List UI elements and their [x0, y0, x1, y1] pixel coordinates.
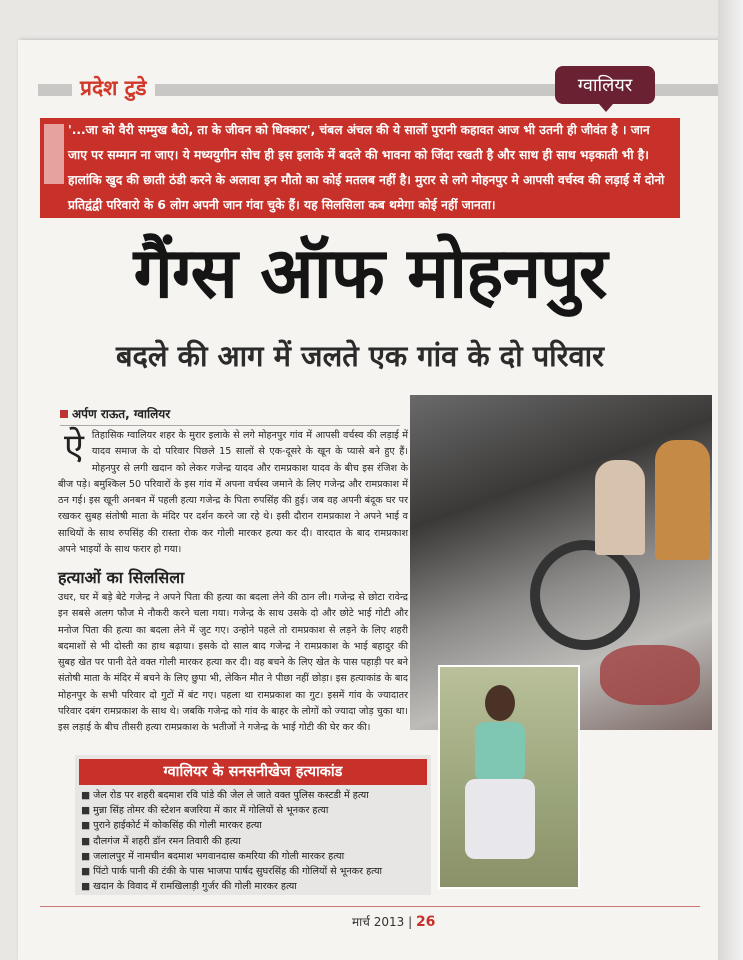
paragraph-2: उधर, घर में बड़े बेटे गजेन्द्र ने अपने पिता की हत्या का बदला लेने की ठान ली। गजेन्द्र से छोटा रावेन्द्र इन सबसे अलग फौज मे नौकरी करने चला गया। गजेन्द्र के साथ उसके दो और छोटे भाई गोटी और मनोज पिता की हत्या का बदला लेने में जुट गए। उन्होने पहले तो रामप्रकाश से लड़ने के लिए शहरी बदमाशों से भी दोस्ती का हाथ बढ़ाया। इसके दो साल बाद गजेन्द्र ने रामप्रकाश के भाई बहादुर की सुबह खेत पर पानी देते वक्त गोली मारकर हत्या कर दी। वह बचने के लिए खेत के पास पहाड़ी पर बने संतोषी माता के मंदिर में बचने के लिए छुपा भी, लेकिन मौत ने पीछा नहीं छोड़ा। इस हत्याकांड के बाद मोहनपुर के सभी परिवार दो गुटों में बंट गए। पहला था रामप्रकाश का गुट। इसमें गांव के ज्यादातर परिवार दबंग रामप्रकाश के साथ थे। जबकि गजेन्द्र को गांव के बाहर के लोगों को ज्यादा जोड़ चुका था। इस लड़ाई के बीच तीसरी हत्या रामप्रकाश के भतीजों ने गजेन्द्र के भाई गोटी की घेर कर की।	[58, 592, 408, 734]
headline: गैंग्स ऑफ मोहनपुर	[133, 232, 607, 314]
paragraph-1-text: तिहासिक ग्वालियर शहर के मुरार इलाके से लगे मोहनपुर गांव में आपसी वर्चस्व की लड़ाई में यादव समाज के दो परिवार पिछले 15 सालों से एक-दूसरे के खून के प्यासे बने हुए हैं। मोहनपुर से लगी खदान को लेकर गजेन्द्र यादव और रामप्रकाश यादव के बीच इस रंजिश के बीज पड़े। बमुश्किल 50 परिवारों के इस गांव में अपना वर्चस्व जमाने के लिए गजेन्द्र और रामप्रकाश में ठन गई। इस खूनी अनबन में पहली हत्या गजेन्द्र के पिता रुपसिंह की हुई। जब वह अपनी बंदूक घर पर रखकर सुबह संतोषी माता के मंदिर पर दर्शन करने जा रहे थे। इसी दौरान रामप्रकाश ने अपने भाई व साथियों के साथ रुपसिंह की रास्ता रोक कर गोली मारकर हत्या कर दी। वारदात के बाद रामप्रकाश अपने भाइयों के साथ फरार हो गया।	[58, 430, 408, 556]
section-name: प्रदेश टुडे	[72, 74, 155, 102]
police-figure	[655, 440, 710, 560]
person-figure	[595, 460, 645, 555]
bullet-icon	[60, 410, 68, 418]
list-item: ■ दौलगंज में शहरी डॉन रमन तिवारी की हत्या	[81, 834, 431, 849]
intro-text: '...जा को वैरी सम्मुख बैठो, ता के जीवन को धिक्कार', चंबल अंचल की ये सालों पुरानी कहावत आज भी उतनी ही जीवंत है । जान जाए पर सम्मान ना जाए। ये मध्ययुगीन सोच ही इस इलाके में बदले की भावना को जिंदा रखती है और साथ ही साथ भड़काती भी है। हालांकि खुद की छाती ठंडी करने के अलावा इन मौतो का कोई मतलब नहीं है। मुरार से लगे मोहनपुर मे आपसी वर्चस्व की लड़ाई में दोनो प्रतिद्वंद्वी परिवारो के 6 लोग अपनी जान गंवा चुके हैं। यह सिलसिला कब थमेगा कोई नहीं जानता।	[68, 123, 665, 212]
subheadline: बदले की आग में जलते एक गांव के दो परिवार	[115, 339, 605, 373]
person-legs	[465, 779, 535, 859]
list-item: ■ खदान के विवाद में रामखिलाड़ी गुर्जर की गोली मारकर हत्या	[81, 879, 431, 894]
steering-wheel	[530, 540, 640, 650]
intro-box	[40, 118, 680, 218]
list-item: ■ जलालपुर में नामचीन बदमाश भगवानदास कमरिया की गोली मारकर हत्या	[81, 849, 431, 864]
paragraph-1	[58, 428, 408, 558]
list-item: ■ जेल रोड पर शहरी बदमाश रवि पांडे की जेल ले जाते वक्त पुलिस कस्टडी में हत्या	[81, 788, 431, 803]
byline	[60, 405, 400, 426]
quote-mark-icon	[44, 124, 64, 184]
section-title: हत्याओं का सिलसिला	[58, 568, 185, 587]
byline-text: अर्पण राऊत, ग्वालियर	[72, 407, 171, 421]
person-head	[485, 685, 515, 721]
footer-divider	[40, 906, 700, 907]
page-number: 26	[415, 914, 436, 930]
footer: मार्च 2013 | 26	[352, 914, 436, 930]
issue-date: मार्च 2013	[352, 915, 405, 929]
city-tag: ग्वालियर	[555, 66, 655, 104]
drop-cap: ऐ	[64, 427, 84, 468]
list-item: ■ पिंटो पार्क पानी की टंकी के पास भाजपा पार्षद सुघरसिंह की गोलियों से भूनकर हत्या	[81, 864, 431, 879]
page-edge	[718, 0, 743, 960]
box-title: ग्वालियर के सनसनीखेज हत्याकांड	[79, 759, 427, 785]
blood-stain	[600, 645, 700, 705]
list-item: ■ मुन्ना सिंह तोमर की स्टेशन बजरिया में कार में गोलियों से भूनकर हत्या	[81, 803, 431, 818]
list-item: ■ पुराने हाईकोर्ट में कोकसिंह की गोली मारकर हत्या	[81, 818, 431, 833]
murders-list	[81, 788, 431, 894]
murders-sidebar-box	[75, 755, 431, 895]
victim-photo	[438, 665, 580, 889]
person-shirt	[475, 722, 525, 782]
